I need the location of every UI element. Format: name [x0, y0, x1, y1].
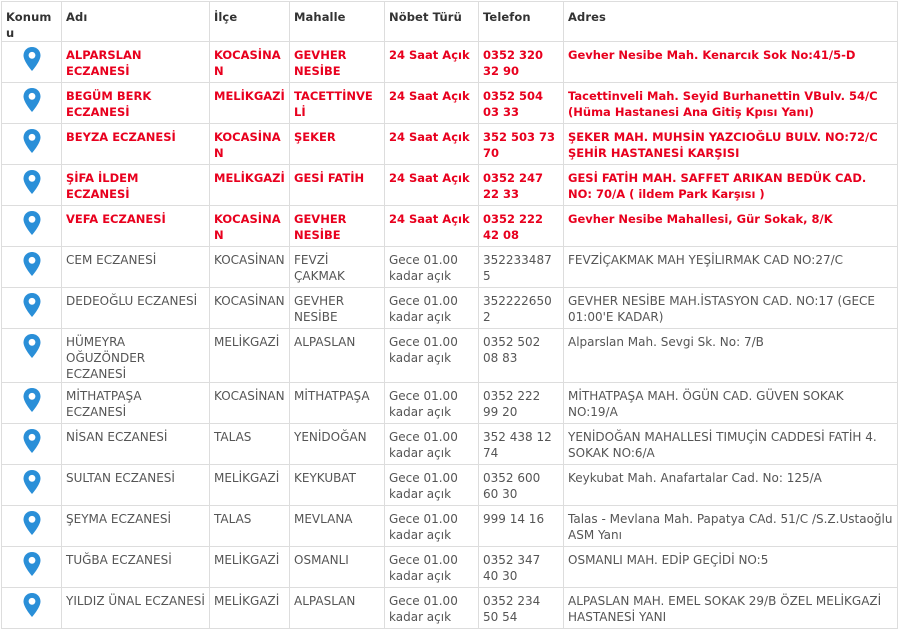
- location-cell: [2, 165, 62, 206]
- table-row: [2, 42, 898, 83]
- table-row: [2, 165, 898, 206]
- pharmacy-phone: 0352 320 32 90: [479, 42, 564, 83]
- pharmacy-name: HÜMEYRA OĞUZÖNDER ECZANESİ: [62, 329, 210, 383]
- pharmacy-name: DEDEOĞLU ECZANESİ: [62, 288, 210, 329]
- header-neighborhood: Mahalle: [290, 2, 385, 42]
- pharmacy-name: YILDIZ ÜNAL ECZANESİ: [62, 588, 210, 629]
- location-cell: [2, 206, 62, 247]
- pharmacy-neighborhood: GEVHER NESİBE: [290, 42, 385, 83]
- pharmacy-name: NİSAN ECZANESİ: [62, 424, 210, 465]
- pharmacy-district: MELİKGAZİ: [210, 165, 290, 206]
- map-marker-icon[interactable]: [23, 334, 41, 358]
- pharmacy-name: CEM ECZANESİ: [62, 247, 210, 288]
- pharmacy-neighborhood: YENİDOĞAN: [290, 424, 385, 465]
- pharmacy-address: YENİDOĞAN MAHALLESİ TIMUÇİN CADDESİ FATİH 4. SOKAK NO:6/A: [564, 424, 898, 465]
- pharmacy-phone: 0352 222 99 20: [479, 383, 564, 424]
- location-cell: [2, 424, 62, 465]
- pharmacy-duty-type: 24 Saat Açık: [385, 124, 479, 165]
- map-marker-icon-graphic: [23, 170, 41, 194]
- pharmacy-duty-type: Gece 01.00 kadar açık: [385, 383, 479, 424]
- pharmacy-neighborhood: OSMANLI: [290, 547, 385, 588]
- table-row: [2, 329, 898, 383]
- pharmacy-neighborhood: FEVZİ ÇAKMAK: [290, 247, 385, 288]
- table-row: [2, 206, 898, 247]
- pharmacy-address: OSMANLI MAH. EDİP GEÇİDİ NO:5: [564, 547, 898, 588]
- pharmacy-neighborhood: TACETTİNVELİ: [290, 83, 385, 124]
- location-cell: [2, 42, 62, 83]
- pharmacy-district: MELİKGAZİ: [210, 329, 290, 383]
- table-row: [2, 547, 898, 588]
- location-cell: [2, 465, 62, 506]
- table-row: [2, 383, 898, 424]
- pharmacy-duty-type: 24 Saat Açık: [385, 165, 479, 206]
- pharmacy-phone: 0352 222 42 08: [479, 206, 564, 247]
- pharmacy-district: KOCASİNAN: [210, 206, 290, 247]
- header-address: Adres: [564, 2, 898, 42]
- map-marker-icon-graphic: [23, 511, 41, 535]
- pharmacy-phone: 0352 504 03 33: [479, 83, 564, 124]
- table-row: [2, 124, 898, 165]
- map-marker-icon[interactable]: [23, 388, 41, 412]
- map-marker-icon[interactable]: [23, 170, 41, 194]
- pharmacy-district: KOCASİNAN: [210, 288, 290, 329]
- pharmacy-neighborhood: GEVHER NESİBE: [290, 288, 385, 329]
- pharmacy-phone: 999 14 16: [479, 506, 564, 547]
- pharmacy-phone: 352 503 73 70: [479, 124, 564, 165]
- map-marker-icon-graphic: [23, 293, 41, 317]
- map-marker-icon-graphic: [23, 334, 41, 358]
- pharmacy-phone: 0352 347 40 30: [479, 547, 564, 588]
- pharmacy-phone: 0352 600 60 30: [479, 465, 564, 506]
- table-row: [2, 424, 898, 465]
- map-marker-icon[interactable]: [23, 511, 41, 535]
- pharmacy-district: MELİKGAZİ: [210, 588, 290, 629]
- map-marker-icon[interactable]: [23, 552, 41, 576]
- map-marker-icon-graphic: [23, 552, 41, 576]
- map-marker-icon[interactable]: [23, 47, 41, 71]
- pharmacy-phone: 0352 234 50 54: [479, 588, 564, 629]
- pharmacy-address: Talas - Mevlana Mah. Papatya CAd. 51/C /S.Z.Ustaoğlu ASM Yanı: [564, 506, 898, 547]
- pharmacy-address: FEVZİÇAKMAK MAH YEŞİLIRMAK CAD NO:27/C: [564, 247, 898, 288]
- pharmacy-duty-type: Gece 01.00 kadar açık: [385, 588, 479, 629]
- pharmacy-table: [1, 1, 898, 629]
- pharmacy-district: KOCASİNAN: [210, 383, 290, 424]
- pharmacy-district: KOCASİNAN: [210, 124, 290, 165]
- pharmacy-district: TALAS: [210, 424, 290, 465]
- pharmacy-neighborhood: MEVLANA: [290, 506, 385, 547]
- pharmacy-neighborhood: GESİ FATİH: [290, 165, 385, 206]
- pharmacy-name: MİTHATPAŞA ECZANESİ: [62, 383, 210, 424]
- map-marker-icon-graphic: [23, 252, 41, 276]
- location-cell: [2, 383, 62, 424]
- pharmacy-neighborhood: MİTHATPAŞA: [290, 383, 385, 424]
- map-marker-icon[interactable]: [23, 470, 41, 494]
- pharmacy-district: MELİKGAZİ: [210, 547, 290, 588]
- pharmacy-duty-type: Gece 01.00 kadar açık: [385, 288, 479, 329]
- map-marker-icon-graphic: [23, 129, 41, 153]
- pharmacy-phone: 352 438 12 74: [479, 424, 564, 465]
- map-marker-icon[interactable]: [23, 129, 41, 153]
- pharmacy-name: ALPARSLAN ECZANESİ: [62, 42, 210, 83]
- pharmacy-address: Gevher Nesibe Mah. Kenarcık Sok No:41/5-D: [564, 42, 898, 83]
- map-marker-icon-graphic: [23, 47, 41, 71]
- pharmacy-district: TALAS: [210, 506, 290, 547]
- pharmacy-address: ALPASLAN MAH. EMEL SOKAK 29/B ÖZEL MELİKGAZİ HASTANESİ YANI: [564, 588, 898, 629]
- pharmacy-neighborhood: ALPASLAN: [290, 329, 385, 383]
- map-marker-icon-graphic: [23, 388, 41, 412]
- pharmacy-name: ŞEYMA ECZANESİ: [62, 506, 210, 547]
- pharmacy-duty-type: Gece 01.00 kadar açık: [385, 329, 479, 383]
- pharmacy-duty-type: Gece 01.00 kadar açık: [385, 247, 479, 288]
- location-cell: [2, 247, 62, 288]
- map-marker-icon-graphic: [23, 429, 41, 453]
- pharmacy-neighborhood: ALPASLAN: [290, 588, 385, 629]
- header-duty-type: Nöbet Türü: [385, 2, 479, 42]
- map-marker-icon-graphic: [23, 88, 41, 112]
- map-marker-icon-graphic: [23, 593, 41, 617]
- table-row: [2, 506, 898, 547]
- header-district: İlçe: [210, 2, 290, 42]
- map-marker-icon[interactable]: [23, 429, 41, 453]
- pharmacy-duty-type: Gece 01.00 kadar açık: [385, 547, 479, 588]
- location-cell: [2, 124, 62, 165]
- pharmacy-name: TUĞBA ECZANESİ: [62, 547, 210, 588]
- pharmacy-duty-type: Gece 01.00 kadar açık: [385, 506, 479, 547]
- pharmacy-name: VEFA ECZANESİ: [62, 206, 210, 247]
- table-row: [2, 288, 898, 329]
- location-cell: [2, 506, 62, 547]
- pharmacy-address: GEVHER NESİBE MAH.İSTASYON CAD. NO:17 (GECE 01:00'E KADAR): [564, 288, 898, 329]
- pharmacy-address: ŞEKER MAH. MUHSİN YAZCIOĞLU BULV. NO:72/C ŞEHİR HASTANESİ KARŞISI: [564, 124, 898, 165]
- map-marker-icon[interactable]: [23, 252, 41, 276]
- pharmacy-duty-type: 24 Saat Açık: [385, 206, 479, 247]
- table-row: [2, 588, 898, 629]
- pharmacy-name: BEGÜM BERK ECZANESİ: [62, 83, 210, 124]
- pharmacy-address: Keykubat Mah. Anafartalar Cad. No: 125/A: [564, 465, 898, 506]
- location-cell: [2, 547, 62, 588]
- table-row: [2, 465, 898, 506]
- pharmacy-duty-type: Gece 01.00 kadar açık: [385, 465, 479, 506]
- map-marker-icon[interactable]: [23, 211, 41, 235]
- pharmacy-neighborhood: GEVHER NESİBE: [290, 206, 385, 247]
- pharmacy-address: Tacettinveli Mah. Seyid Burhanettin VBulv. 54/C (Hüma Hastanesi Ana Gitiş Kpısı Yanı): [564, 83, 898, 124]
- location-cell: [2, 588, 62, 629]
- pharmacy-address: Alparslan Mah. Sevgi Sk. No: 7/B: [564, 329, 898, 383]
- pharmacy-address: Gevher Nesibe Mahallesi, Gür Sokak, 8/K: [564, 206, 898, 247]
- pharmacy-district: MELİKGAZİ: [210, 465, 290, 506]
- table-body: [2, 42, 898, 629]
- pharmacy-name: ŞİFA İLDEM ECZANESİ: [62, 165, 210, 206]
- map-marker-icon[interactable]: [23, 293, 41, 317]
- table-row: [2, 247, 898, 288]
- pharmacy-name: BEYZA ECZANESİ: [62, 124, 210, 165]
- map-marker-icon[interactable]: [23, 88, 41, 112]
- location-cell: [2, 83, 62, 124]
- pharmacy-address: GESİ FATİH MAH. SAFFET ARIKAN BEDÜK CAD. NO: 70/A ( ildem Park Karşısı ): [564, 165, 898, 206]
- header-name: Adı: [62, 2, 210, 42]
- pharmacy-phone: 3522226502: [479, 288, 564, 329]
- map-marker-icon[interactable]: [23, 593, 41, 617]
- pharmacy-address: MİTHATPAŞA MAH. ÖGÜN CAD. GÜVEN SOKAK NO:19/A: [564, 383, 898, 424]
- pharmacy-district: KOCASİNAN: [210, 247, 290, 288]
- pharmacy-name: SULTAN ECZANESİ: [62, 465, 210, 506]
- pharmacy-duty-type: Gece 01.00 kadar açık: [385, 424, 479, 465]
- pharmacy-phone: 0352 247 22 33: [479, 165, 564, 206]
- pharmacy-duty-type: 24 Saat Açık: [385, 42, 479, 83]
- header-location: Konumu: [2, 2, 62, 42]
- location-cell: [2, 288, 62, 329]
- pharmacy-neighborhood: KEYKUBAT: [290, 465, 385, 506]
- map-marker-icon-graphic: [23, 211, 41, 235]
- pharmacy-duty-type: 24 Saat Açık: [385, 83, 479, 124]
- pharmacy-district: MELİKGAZİ: [210, 83, 290, 124]
- pharmacy-district: KOCASİNAN: [210, 42, 290, 83]
- table-row: [2, 83, 898, 124]
- pharmacy-phone: 0352 502 08 83: [479, 329, 564, 383]
- location-cell: [2, 329, 62, 383]
- map-marker-icon-graphic: [23, 470, 41, 494]
- header-phone: Telefon: [479, 2, 564, 42]
- table-header-row: [2, 2, 898, 42]
- pharmacy-phone: 3522334875: [479, 247, 564, 288]
- pharmacy-neighborhood: ŞEKER: [290, 124, 385, 165]
